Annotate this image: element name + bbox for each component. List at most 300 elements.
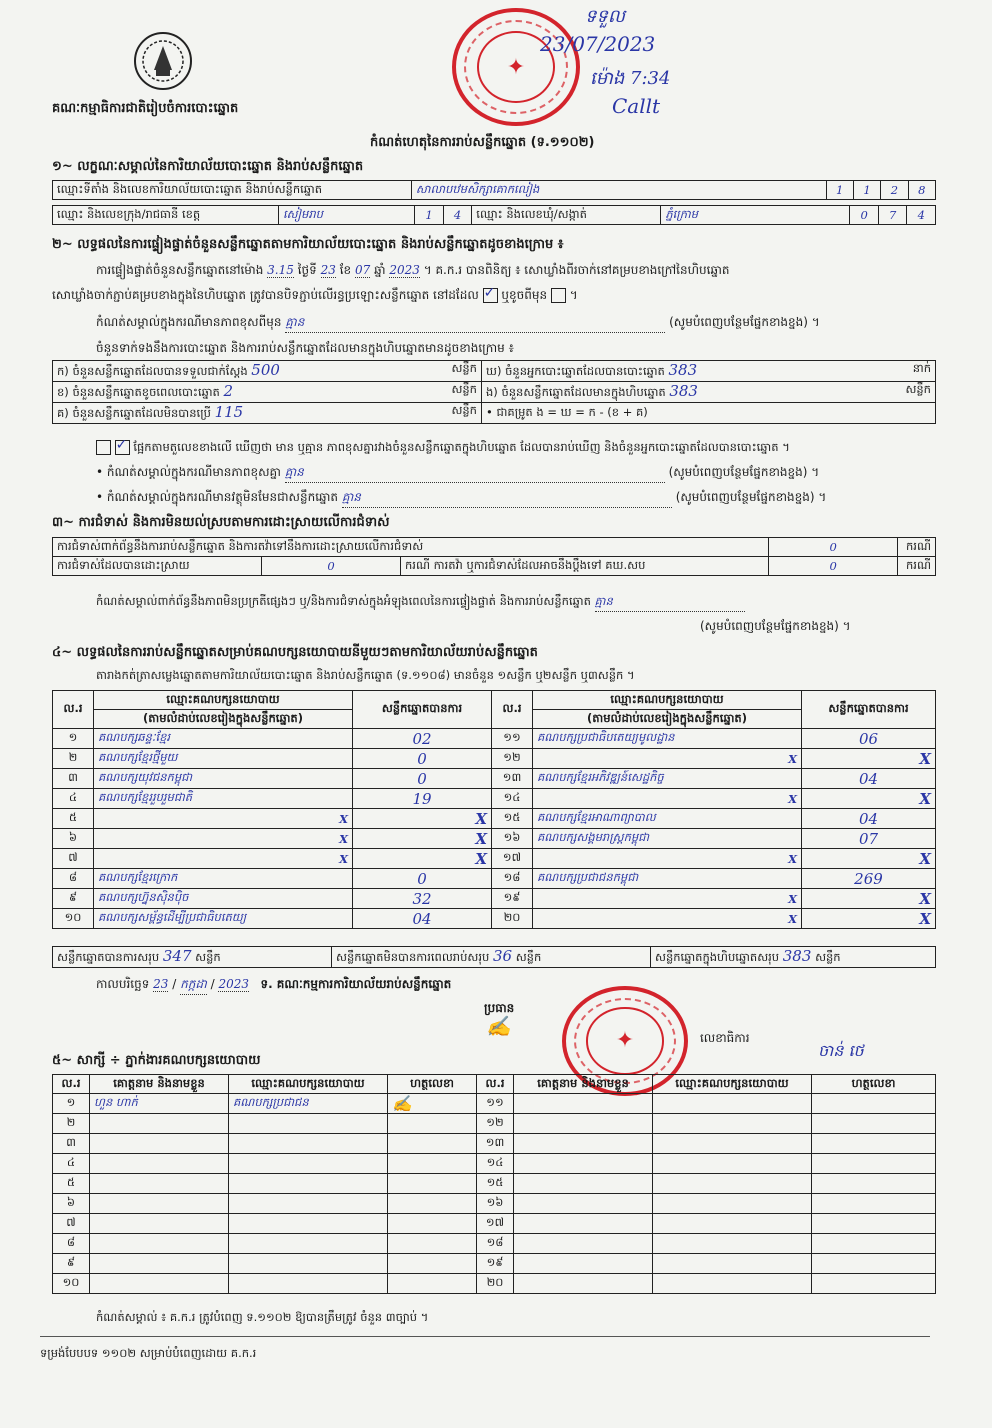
row-no: ៩ (53, 1254, 90, 1274)
objection-row2-label: ការជំទាស់ដែលបានដោះស្រាយ (53, 557, 262, 576)
vote-count (802, 889, 936, 909)
signature-mark: ✍ (392, 1094, 412, 1113)
row-no: ៦ (53, 829, 94, 849)
witness-name[interactable] (514, 1274, 653, 1294)
total-valid-value: 347 (162, 947, 192, 965)
section1-table (52, 180, 936, 200)
row-no: ១៥ (492, 809, 533, 829)
col-party-sub: (តាមលំដាប់លេខរៀងក្នុងសន្លឹកឆ្នោត) (94, 710, 353, 729)
col-no: ល.រ (477, 1075, 514, 1094)
row-no: ១៩ (492, 889, 533, 909)
objection-note-value: គ្មាន (595, 594, 745, 612)
witness-row (53, 1094, 936, 1114)
count-c-value: 115 (214, 403, 244, 421)
section4-title: ៤~ លទ្ធផលនៃការរាប់សន្លឹកឆ្នោតសម្រាប់គណបក្សនយោបាយនីមួយៗតាមការិយាល័យរាប់សន្លឹកឆ្នោត (52, 645, 538, 660)
witness-name[interactable] (90, 1214, 229, 1234)
unit: សន្លឹក (515, 950, 542, 964)
witness-name[interactable] (514, 1134, 653, 1154)
row3-text: ការតវ៉ា ឬការជំទាស់ដែលអាចនឹងប្តឹងទៅ គឃ.សប (433, 557, 646, 572)
col-votes: សន្លឹកឆ្នោតបានការ (802, 691, 936, 729)
total-box-value: 383 (782, 947, 812, 965)
row-no: ៣ (53, 1134, 90, 1154)
vote-count: 0 (353, 749, 492, 769)
cross-mark: X (919, 909, 931, 928)
witness-row (53, 1254, 936, 1274)
col-party: ឈ្មោះគណបក្សនយោបាយ (229, 1075, 388, 1094)
year-label: ឆ្នាំ (374, 263, 386, 277)
witness-signature[interactable] (812, 1234, 936, 1254)
receipt-signature: Callt (612, 94, 661, 118)
counts-intro: ចំនួនទាក់ទងនឹងការបោះឆ្នោត និងការរាប់សន្លឹកឆ្នោតដែលមានក្នុងហិបឆ្នោតមានដូចខាងក្រោម ៖ (96, 341, 514, 355)
cross-mark: X (475, 829, 487, 848)
case-unit: ករណី (898, 557, 936, 576)
party-name (94, 829, 353, 849)
witness-name[interactable] (90, 1254, 229, 1274)
case-unit: ករណី (405, 557, 430, 572)
row-no: ១៨ (477, 1234, 514, 1254)
diff-note-label: • កំណត់សម្គាល់ក្នុងករណីមានភាពខុសគ្នា (96, 465, 281, 479)
table-row (53, 809, 936, 829)
unit: នាក់ (912, 361, 931, 375)
row-no: ៨ (53, 1234, 90, 1254)
table-row (53, 849, 936, 869)
row-no: ៥ (53, 809, 94, 829)
cross-mark: X (919, 749, 931, 768)
office-value: សាលាបឋមសិក្សាគោកលៀង (411, 181, 826, 200)
fill-hint: (សូមបំពេញបន្ថែមផ្នែកខាងខ្នង) ។ (668, 465, 820, 479)
witness-party[interactable] (653, 1094, 812, 1114)
row-no: ១៧ (492, 849, 533, 869)
commune-digit: 0 (850, 206, 879, 225)
witness-signature[interactable] (388, 1234, 477, 1254)
date-line: កាលបរិច្ឆេទ 23 / កក្កដា / 2023 ទ. គណៈកម្មការការិយាល័យរាប់សន្លឹកឆ្នោត (96, 976, 451, 995)
totals-table (52, 946, 936, 968)
date-label: កាលបរិច្ឆេទ (96, 977, 150, 991)
row-no: ១៩ (477, 1254, 514, 1274)
chair-signature: ✍ (486, 1014, 511, 1038)
party-name: គណបក្សខ្មែរក្រោក (94, 869, 353, 889)
official-seal-bottom: ✦ (562, 986, 688, 1096)
compare-line (96, 440, 790, 457)
witness-signature[interactable] (388, 1174, 477, 1194)
vote-count (802, 749, 936, 769)
committee-name: គណៈកម្មាធិការជាតិរៀបចំការបោះឆ្នោត (52, 101, 239, 116)
month-label: ខែ (339, 263, 352, 277)
cross-mark: X (339, 831, 348, 846)
row-no: ១៧ (477, 1214, 514, 1234)
witness-row (53, 1174, 936, 1194)
vote-count (353, 849, 492, 869)
witness-party[interactable] (653, 1214, 812, 1234)
row-no: ១ (53, 729, 94, 749)
row-no: ១៤ (477, 1154, 514, 1174)
col-party: ឈ្មោះគណបក្សនយោបាយ (653, 1075, 812, 1094)
total-invalid-label: សន្លឹកឆ្នោតមិនបានការពេលរាប់សរុប (336, 950, 490, 964)
witness-name[interactable] (90, 1134, 229, 1154)
witness-name[interactable]: ហួន ហាក់ (90, 1094, 229, 1114)
party-name (94, 809, 353, 829)
count-c-label: គ) ចំនួនសន្លឹកឆ្នោតដែលមិនបានប្រើ (57, 406, 211, 420)
unit: សន្លឹក (815, 950, 841, 964)
unit: សន្លឹក (905, 382, 931, 396)
cross-mark: X (475, 809, 487, 828)
witness-signature[interactable] (388, 1254, 477, 1274)
col-party: ឈ្មោះគណបក្សនយោបាយ (94, 691, 353, 710)
table-row (53, 749, 936, 769)
row-no: ៣ (53, 769, 94, 789)
witness-party[interactable] (653, 1114, 812, 1134)
invalid-note-line (96, 489, 936, 508)
emblem-logo (132, 30, 194, 92)
vote-count: 0 (353, 769, 492, 789)
witness-name[interactable] (514, 1214, 653, 1234)
vote-count: 32 (353, 889, 492, 909)
count-a-label: ក) ចំនួនសន្លឹកឆ្នោតដែលបានទទួលជាក់ស្តែង (57, 364, 248, 378)
unit: សន្លឹក (195, 950, 221, 964)
no-diff-checkbox[interactable] (115, 440, 130, 455)
note-label: កំណត់សម្គាល់ក្នុងករណីមានភាពខុសពីមុន (96, 315, 282, 329)
has-diff-checkbox[interactable] (96, 440, 111, 455)
witness-name[interactable] (514, 1094, 653, 1114)
witness-party[interactable] (653, 1274, 812, 1294)
cross-mark: X (788, 891, 797, 906)
table-row (53, 889, 936, 909)
row-no: ២ (53, 749, 94, 769)
witness-party[interactable] (653, 1254, 812, 1274)
verify-line (96, 262, 730, 280)
witness-signature[interactable] (812, 1114, 936, 1134)
vote-count: 19 (353, 789, 492, 809)
vote-count: 07 (802, 829, 936, 849)
office-digit: 8 (908, 181, 935, 200)
unit: សន្លឹក (451, 382, 477, 396)
witness-signature[interactable] (388, 1094, 477, 1114)
party-name: គណបក្សខ្មែរអភិវឌ្ឍន៍សេដ្ឋកិច្ច (533, 769, 802, 789)
office-digit: 1 (853, 181, 880, 200)
witness-party[interactable] (653, 1194, 812, 1214)
commune-label: ឈ្មោះ និងលេខឃុំ/សង្កាត់ (472, 206, 661, 225)
total-invalid-value: 36 (492, 947, 513, 965)
commune-value: ភ្នំក្រោម (661, 206, 850, 225)
unit: សន្លឹក (451, 403, 477, 417)
witness-row (53, 1134, 936, 1154)
province-value: សៀមរាប (279, 206, 415, 225)
row-no: ៧ (53, 849, 94, 869)
fill-hint: (សូមបំពេញបន្ថែមផ្នែកខាងខ្នង) ។ (669, 315, 820, 329)
witness-signature[interactable] (812, 1094, 936, 1114)
witness-row (53, 1114, 936, 1134)
verify-month: 07 (354, 263, 371, 277)
case-unit: ករណី (898, 538, 936, 557)
section1-title: ១~ លក្ខណៈសម្គាល់នៃការិយាល័យបោះឆ្នោត និងរាប់សន្លឹកឆ្នោត (52, 159, 364, 174)
receipt-time: ម៉ោង 7:34 (590, 68, 671, 89)
objection-row3-label (401, 557, 769, 576)
count-b-label: ខ) ចំនួនសន្លឹកឆ្នោតខូចពេលបោះឆ្នោត (57, 385, 220, 399)
vote-count: 269 (802, 869, 936, 889)
witness-signature[interactable] (388, 1194, 477, 1214)
receipt-note: ទទួល (585, 6, 625, 27)
witness-party[interactable] (653, 1134, 812, 1154)
witness-party[interactable] (653, 1174, 812, 1194)
footnote: កំណត់សម្គាល់ ៖ គ.ក.រ ត្រូវបំពេញ ទ.១១០២ ឱ្យបានត្រឹមត្រូវ ចំនួន ៣ច្បាប់ ។ (96, 1310, 429, 1324)
witness-signature[interactable] (812, 1194, 936, 1214)
results-table (52, 690, 936, 929)
chair-label: ប្រធាន (484, 1001, 515, 1015)
row-no: ២០ (477, 1274, 514, 1294)
witness-party[interactable] (653, 1154, 812, 1174)
witness-party[interactable] (229, 1134, 388, 1154)
section2-title: ២~ លទ្ធផលនៃការផ្ទៀងផ្ទាត់ចំនួនសន្លឹកឆ្នោតតាមការិយាល័យបោះឆ្នោត និងរាប់សន្លឹកឆ្នោតដូចខាងក្រោម ៖ (52, 237, 564, 252)
section3-title: ៣~ ការជំទាស់ និងការមិនយល់ស្របតាមការដោះស្រាយលើការជំទាស់ (52, 515, 390, 530)
commune-digit: 7 (878, 206, 907, 225)
party-name: គណបក្សសម្ព័ន្ធដើម្បីប្រជាធិបតេយ្យ (94, 909, 353, 929)
cross-mark: X (919, 889, 931, 908)
diff-note-line (96, 464, 936, 483)
ballot-count-table (52, 360, 936, 424)
party-name (533, 789, 802, 809)
form-title: កំណត់ហេតុនៃការរាប់សន្លឹកឆ្នោត (ទ.១១០២) (370, 135, 595, 150)
party-name (533, 909, 802, 929)
witness-name[interactable] (514, 1234, 653, 1254)
col-party-sub: (តាមលំដាប់លេខរៀងក្នុងសន្លឹកឆ្នោត) (533, 710, 802, 729)
witness-name[interactable] (514, 1254, 653, 1274)
verify-prefix: ការផ្ទៀងផ្ទាត់ចំនួនសន្លឹកឆ្នោតនៅម៉ោង (96, 263, 264, 277)
witness-party[interactable] (653, 1234, 812, 1254)
cross-mark: X (788, 911, 797, 926)
objection-table (52, 537, 936, 576)
witness-signature[interactable] (388, 1214, 477, 1234)
row-no: ១១ (477, 1094, 514, 1114)
table-row (53, 789, 936, 809)
verify-rest: ។ គ.ក.រ បានពិនិត្យ ៖ សោឃ្លាំងពីរចាក់នៅគម្របខាងក្រៅនៃហិបឆ្នោត (423, 263, 730, 277)
count-b-value: 2 (223, 382, 234, 400)
witness-signature[interactable] (388, 1274, 477, 1294)
receipt-date: 23/07/2023 (540, 32, 656, 56)
row-no: ២០ (492, 909, 533, 929)
witness-signature[interactable] (812, 1174, 936, 1194)
party-name: គណបក្សខ្មែរអាណាព្យាបាល (533, 809, 802, 829)
vote-count (802, 789, 936, 809)
witness-party[interactable] (229, 1214, 388, 1234)
difference-note-line (96, 314, 936, 333)
witness-signature[interactable] (812, 1214, 936, 1234)
row-no: ៩ (53, 889, 94, 909)
witness-name[interactable] (90, 1174, 229, 1194)
row-no: ១១ (492, 729, 533, 749)
cross-mark: X (788, 791, 797, 806)
row-no: ១០ (53, 1274, 90, 1294)
col-name: គោត្តនាម និងនាមខ្លួន (90, 1075, 229, 1094)
office-digit: 1 (826, 181, 853, 200)
table-row (53, 909, 936, 929)
cross-mark: X (475, 849, 487, 868)
party-name: គណបក្សខ្មែរថ្មីមួយ (94, 749, 353, 769)
province-label: ឈ្មោះ និងលេខក្រុង/រាជធានី ខេត្ត (53, 206, 279, 225)
witness-party[interactable]: គណបក្សប្រជាជន (229, 1094, 388, 1114)
table-row (53, 829, 936, 849)
count-d-value: 383 (668, 361, 698, 379)
vote-count: 02 (353, 729, 492, 749)
witness-party[interactable] (229, 1254, 388, 1274)
row-no: ១២ (477, 1114, 514, 1134)
col-name: គោត្តនាម និងនាមខ្លួន (514, 1075, 653, 1094)
witness-row (53, 1154, 936, 1174)
witness-name[interactable] (514, 1194, 653, 1214)
party-name: គណបក្សប្រជាជនកម្ពុជា (533, 869, 802, 889)
vote-count (353, 809, 492, 829)
row-no: ១៥ (477, 1174, 514, 1194)
party-name: គណបក្សសង្គមរាស្ត្រកម្ពុជា (533, 829, 802, 849)
invalid-note-value: គ្មាន (342, 489, 672, 508)
vote-count: 06 (802, 729, 936, 749)
row-no: ១ (53, 1094, 90, 1114)
cross-mark: X (788, 751, 797, 766)
footer-divider (40, 1336, 930, 1337)
row-no: ១៨ (492, 869, 533, 889)
damaged-checkbox[interactable] (551, 288, 566, 303)
total-valid-label: សន្លឹកឆ្នោតបានការសរុប (57, 950, 160, 964)
party-name (533, 749, 802, 769)
witness-name[interactable] (90, 1274, 229, 1294)
witness-signature[interactable] (388, 1114, 477, 1134)
vote-count: 04 (802, 809, 936, 829)
witness-name[interactable] (90, 1154, 229, 1174)
secretary-name: ចាន់ ថេ (818, 1041, 864, 1060)
witness-party[interactable] (229, 1174, 388, 1194)
secretary-label: លេខាធិការ (700, 1031, 750, 1045)
cross-mark: X (339, 851, 348, 866)
row-no: ១២ (492, 749, 533, 769)
invalid-note-label: • កំណត់សម្គាល់ក្នុងករណីមានវត្ថុមិនមែនជាសន្លឹកឆ្នោត (96, 490, 339, 504)
witness-name[interactable] (514, 1174, 653, 1194)
objection-note (96, 594, 745, 612)
witness-party[interactable] (229, 1194, 388, 1214)
col-no: ល.រ (53, 691, 94, 729)
party-name: គណបក្សយុវជនកម្ពុជា (94, 769, 353, 789)
objection-row2-value: 0 (262, 557, 401, 576)
vote-count: 04 (802, 769, 936, 789)
section5-title: ៥~ សាក្សី ÷ ភ្នាក់ងារគណបក្សនយោបាយ (52, 1053, 261, 1068)
col-no: ល.រ (53, 1075, 90, 1094)
vote-count: 04 (353, 909, 492, 929)
row-no: ១០ (53, 909, 94, 929)
objection-fill-hint: (សូមបំពេញបន្ថែមផ្នែកខាងខ្នង) ។ (700, 619, 851, 633)
intact-checkbox[interactable] (483, 288, 498, 303)
col-sign: ហត្ថលេខា (388, 1075, 477, 1094)
party-name: គណបក្សឆន្ទៈខ្មែរ (94, 729, 353, 749)
office-digit: 2 (881, 181, 908, 200)
count-a-value: 500 (251, 361, 280, 379)
row-no: ១៦ (477, 1194, 514, 1214)
witness-signature[interactable] (388, 1154, 477, 1174)
col-votes: សន្លឹកឆ្នោតបានការ (353, 691, 492, 729)
witness-name[interactable] (90, 1194, 229, 1214)
table-row (53, 769, 936, 789)
table-row (53, 869, 936, 889)
results-body (53, 729, 936, 929)
committee-sign-label: ទ. គណៈកម្មការការិយាល័យរាប់សន្លឹកឆ្នោត (260, 977, 452, 991)
witness-row (53, 1234, 936, 1254)
date-month: កក្កដា (180, 976, 207, 995)
form-footer: ទម្រង់បែបបទ ១១០២ សម្រាប់បំពេញដោយ គ.ក.រ (40, 1346, 257, 1360)
vote-count (353, 829, 492, 849)
objection-note-label: កំណត់សម្គាល់ពាក់ព័ន្ធនឹងភាពមិនប្រក្រតីផ្សេងៗ ឬ/និងការជំទាស់ក្នុងអំឡុងពេលនៃការផ្ទៀងផ្ទាត់ និងការរាប់សន្លឹកឆ្នោត (96, 594, 591, 608)
witness-signature[interactable] (812, 1274, 936, 1294)
witness-table (52, 1074, 936, 1294)
party-name: គណបក្សខ្មែររួបរួមជាតិ (94, 789, 353, 809)
verify-year: 2023 (389, 263, 420, 277)
vote-count (802, 849, 936, 869)
objection-row1-value: 0 (769, 538, 898, 557)
note-value: គ្មាន (285, 314, 665, 333)
witness-signature[interactable] (812, 1254, 936, 1274)
fill-hint: (សូមបំពេញបន្ថែមផ្នែកខាងខ្នង) ។ (675, 490, 827, 504)
witness-name[interactable] (90, 1234, 229, 1254)
row-no: ៦ (53, 1194, 90, 1214)
row-no: ១៣ (477, 1134, 514, 1154)
total-box-label: សន្លឹកឆ្នោតក្នុងហិបឆ្នោតសរុប (655, 950, 780, 964)
witness-row (53, 1194, 936, 1214)
official-seal-top: ✦ (452, 8, 580, 126)
row-no: ១៣ (492, 769, 533, 789)
witness-name[interactable] (514, 1154, 653, 1174)
witness-row (53, 1274, 936, 1294)
count-e-value: 383 (669, 382, 698, 400)
row-no: ៤ (53, 1154, 90, 1174)
row-no: ២ (53, 1114, 90, 1134)
party-name: គណបក្សប្រជាធិបតេយ្យមូលដ្ឋាន (533, 729, 802, 749)
tally-intro: តារាងកត់ត្រាសម្លេងឆ្នោតតាមការិយាល័យបោះឆ្នោត និងរាប់សន្លឹកឆ្នោត (ទ.១១០៨) មានចំនួន ១សន្លឹក ឬ២សន្លឹក ឬ៣សន្លឹក ។ (96, 668, 635, 682)
witness-party[interactable] (229, 1154, 388, 1174)
party-name: គណបក្សហ្វ៊ុនស៊ិនប៉ិច (94, 889, 353, 909)
witness-signature[interactable] (812, 1134, 936, 1154)
party-name (533, 849, 802, 869)
objection-row1-label: ការជំទាស់ពាក់ព័ន្ធនឹងការរាប់សន្លឹកឆ្នោត និងការតវ៉ាទៅនឹងការដោះស្រាយលើការជំទាស់ (53, 538, 769, 557)
count-d-label: ឃ) ចំនួនអ្នកបោះឆ្នោតដែលបានបោះឆ្នោត (486, 364, 665, 378)
col-party: ឈ្មោះគណបក្សនយោបាយ (533, 691, 802, 710)
row-no: ៨ (53, 869, 94, 889)
witness-party[interactable] (229, 1274, 388, 1294)
province-digit: 1 (415, 206, 444, 225)
section1-table-row2 (52, 205, 936, 225)
verify-time: 3.15 (267, 263, 294, 277)
witness-signature[interactable] (388, 1134, 477, 1154)
row-no: ៤ (53, 789, 94, 809)
intact-label: ឬខូចពីមុន (501, 288, 548, 302)
verify-day: 23 (320, 263, 336, 277)
party-name (533, 889, 802, 909)
date-year: 2023 (218, 977, 249, 991)
commune-digit: 4 (907, 206, 936, 225)
cross-mark: X (339, 811, 348, 826)
witness-name[interactable] (514, 1114, 653, 1134)
diff-note-value: គ្មាន (285, 464, 665, 483)
col-sign: ហត្ថលេខា (812, 1075, 936, 1094)
witness-party[interactable] (229, 1114, 388, 1134)
witness-name[interactable] (90, 1114, 229, 1134)
witness-party[interactable] (229, 1234, 388, 1254)
office-label: ឈ្មោះទីតាំង និងលេខការិយាល័យបោះឆ្នោត និងរាប់សន្លឹកឆ្នោត (53, 181, 412, 200)
witness-row (53, 1214, 936, 1234)
unit: សន្លឹក (451, 361, 477, 375)
cross-mark: X (919, 789, 931, 808)
party-name (94, 849, 353, 869)
col-no: ល.រ (492, 691, 533, 729)
row-no: ៥ (53, 1174, 90, 1194)
witness-body (53, 1094, 936, 1294)
table-row (53, 729, 936, 749)
witness-signature[interactable] (812, 1154, 936, 1174)
